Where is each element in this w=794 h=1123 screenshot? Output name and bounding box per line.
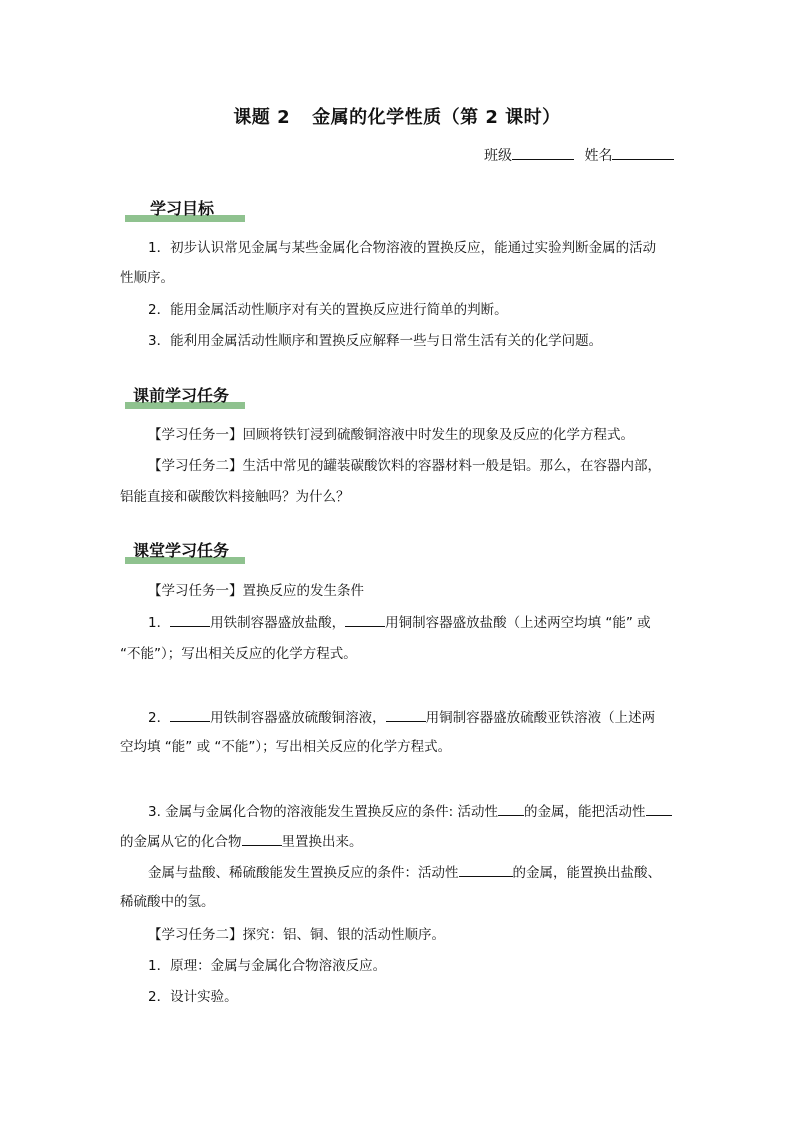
q1-blank-2[interactable]: [345, 612, 385, 627]
question-1-cont: “不能”）；写出相关反应的化学方程式。: [120, 646, 357, 662]
question-3-cont: 的金属从它的化合物 里置换出来。: [120, 831, 363, 851]
question-3: 3. 金属与金属化合物的溶液能发生置换反应的条件: 活动性 的金属，能把活动性: [148, 801, 672, 821]
q3-blank-2[interactable]: [646, 801, 672, 816]
q3-blank-4[interactable]: [459, 862, 513, 877]
class-label: 班级: [484, 148, 512, 164]
inclass-task-1-title: 【学习任务一】置换反应的发生条件: [148, 583, 364, 599]
question-3-para-2: 金属与盐酸、稀硫酸能发生置换反应的条件：活动性 的金属，能置换出盐酸、: [148, 862, 661, 882]
title-text: 金属的化学性质（第 2 课时）: [312, 107, 561, 128]
task-2-principle: 1．原理：金属与金属化合物溶液反应。: [148, 958, 387, 974]
preclass-heading: 课前学习任务: [133, 383, 229, 406]
q3-blank-1[interactable]: [498, 801, 524, 816]
task-2-design: 2．设计实验。: [148, 989, 238, 1005]
q1-blank-1[interactable]: [170, 612, 210, 627]
objective-line-2: 2．能用金属活动性顺序对有关的置换反应进行简单的判断。: [148, 302, 508, 318]
name-label: 姓名: [584, 148, 613, 164]
question-1: 1． 用铁制容器盛放盐酸， 用铜制容器盛放盐酸（上述两空均填 “能” 或: [148, 612, 651, 632]
inclass-heading: 课堂学习任务: [133, 538, 229, 561]
objective-line-3: 3．能利用金属活动性顺序和置换反应解释一些与日常生活有关的化学问题。: [148, 333, 603, 349]
objective-line-1-cont: 性顺序。: [120, 270, 174, 286]
question-2: 2． 用铁制容器盛放硫酸铜溶液， 用铜制容器盛放硫酸亚铁溶液（上述两: [148, 707, 655, 727]
objectives-heading: 学习目标: [150, 196, 214, 219]
preclass-task-1: 【学习任务一】回顾将铁钉浸到硫酸铜溶液中时发生的现象及反应的化学方程式。: [148, 427, 634, 443]
preclass-task-2-cont: 铝能直接和碳酸饮料接触吗？为什么？: [120, 489, 350, 505]
question-2-cont: 空均填 “能” 或 “不能”）；写出相关反应的化学方程式。: [120, 739, 452, 755]
page-title: [0, 103, 794, 129]
q2-blank-2[interactable]: [386, 707, 426, 722]
class-blank[interactable]: [512, 145, 574, 160]
name-blank[interactable]: [612, 145, 674, 160]
q3-blank-3[interactable]: [242, 831, 282, 846]
student-info: [484, 145, 674, 165]
q2-blank-1[interactable]: [170, 707, 210, 722]
title-prefix: 课题 2: [233, 107, 291, 128]
inclass-task-2-title: 【学习任务二】探究：铝、铜、银的活动性顺序。: [148, 927, 445, 943]
preclass-task-2: 【学习任务二】生活中常见的罐装碳酸饮料的容器材料一般是铝。那么，在容器内部，: [148, 458, 661, 474]
objective-line-1: 1．初步认识常见金属与某些金属化合物溶液的置换反应，能通过实验判断金属的活动: [148, 240, 657, 256]
question-3-para-2-cont: 稀硫酸中的氢。: [120, 894, 215, 910]
